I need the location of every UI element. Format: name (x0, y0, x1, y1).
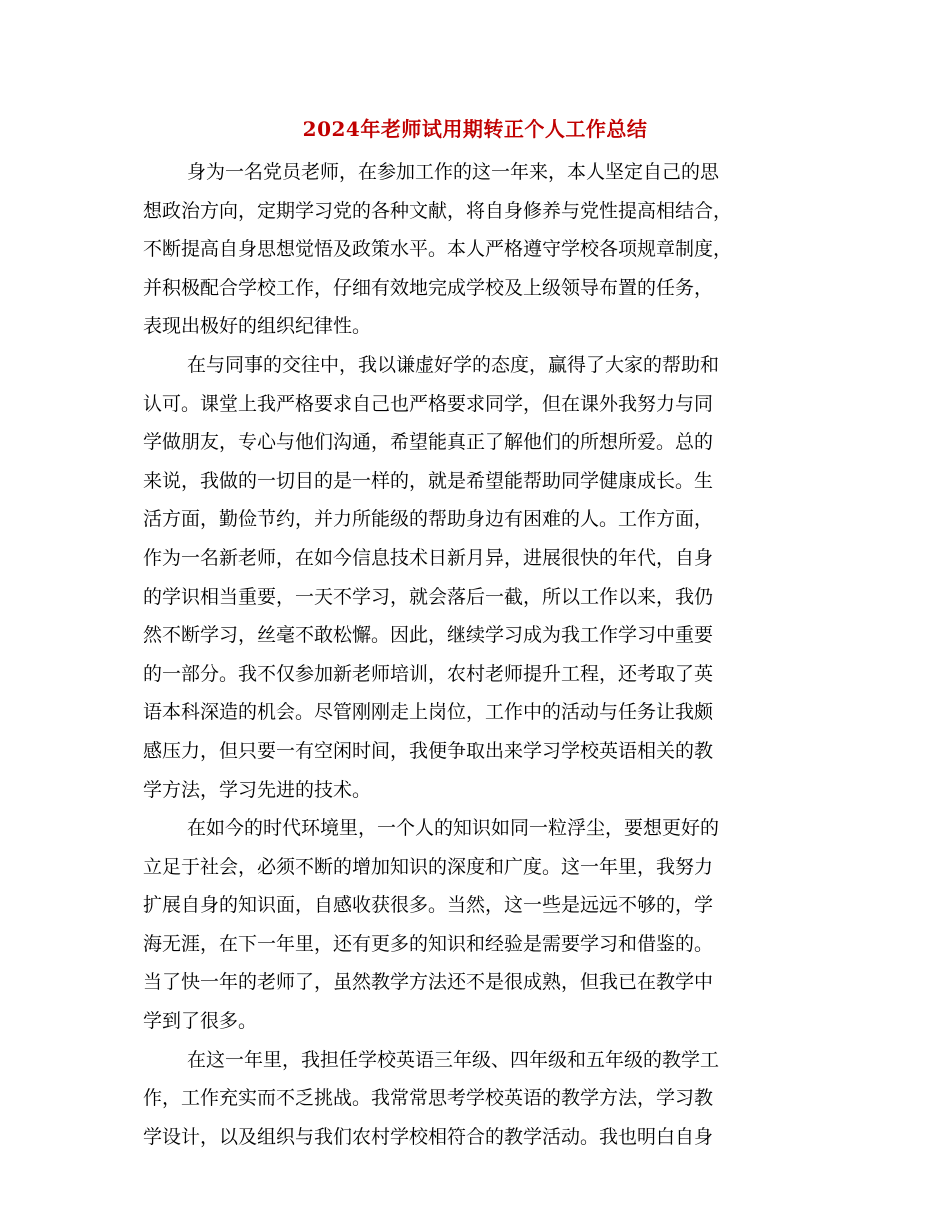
text-line: 认可。课堂上我严格要求自己也严格要求同学，但在课外我努力与同 (143, 392, 714, 415)
text-line: 作，工作充实而不乏挑战。我常常思考学校英语的教学方法，学习教 (143, 1087, 714, 1110)
text-line: 学设计，以及组织与我们农村学校相符合的教学活动。我也明白自身 (143, 1125, 714, 1148)
document-body (143, 153, 803, 1156)
text-line: 活方面，勤俭节约，并力所能级的帮助身边有困难的人。工作方面， (143, 508, 714, 531)
text-line: 海无涯，在下一年里，还有更多的知识和经验是需要学习和借鉴的。 (143, 932, 714, 955)
text-line: 然不断学习，丝毫不敢松懈。因此，继续学习成为我工作学习中重要 (143, 624, 714, 647)
text-line: 想政治方向，定期学习党的各种文献，将自身修养与党性提高相结合， (143, 199, 733, 222)
text-line: 作为一名新老师，在如今信息技术日新月异，进展很快的年代，自身 (143, 546, 714, 569)
text-line: 当了快一年的老师了，虽然教学方法还不是很成熟，但我已在教学中 (143, 971, 714, 994)
text-line: 的一部分。我不仅参加新老师培训，农村老师提升工程，还考取了英 (143, 662, 714, 685)
text-line: 学做朋友，专心与他们沟通，希望能真正了解他们的所想所爱。总的 (143, 431, 714, 454)
text-line: 感压力，但只要一有空闲时间，我便争取出来学习学校英语相关的教 (143, 739, 714, 762)
text-line: 身为一名党员老师，在参加工作的这一年来，本人坚定自己的思 (187, 161, 720, 183)
text-line: 学方法，学习先进的技术。 (143, 778, 372, 801)
text-line: 在这一年里，我担任学校英语三年级、四年级和五年级的教学工 (187, 1048, 720, 1071)
text-line: 学到了很多。 (143, 1010, 258, 1033)
text-line: 不断提高自身思想觉悟及政策水平。本人严格遵守学校各项规章制度， (143, 238, 733, 261)
text-line: 语本科深造的机会。尽管刚刚走上岗位，工作中的活动与任务让我颇 (143, 701, 714, 724)
text-line: 表现出极好的组织纪律性。 (143, 315, 372, 338)
text-line: 的学识相当重要，一天不学习，就会落后一截，所以工作以来，我仍 (143, 585, 714, 608)
text-line: 立足于社会，必须不断的增加知识的深度和广度。这一年里，我努力 (143, 855, 714, 878)
text-line: 在如今的时代环境里，一个人的知识如同一粒浮尘，要想更好的 (187, 817, 720, 840)
document-title: 2024年老师试用期转正个人工作总结 (302, 117, 648, 141)
text-line: 并积极配合学校工作，仔细有效地完成学校及上级领导布置的任务， (143, 276, 714, 299)
text-line: 来说，我做的一切目的是一样的，就是希望能帮助同学健康成长。生 (143, 469, 714, 492)
text-line: 在与同事的交往中，我以谦虚好学的态度，赢得了大家的帮助和 (187, 353, 720, 376)
text-line: 扩展自身的知识面，自感收获很多。当然，这一些是远远不够的，学 (143, 894, 714, 917)
